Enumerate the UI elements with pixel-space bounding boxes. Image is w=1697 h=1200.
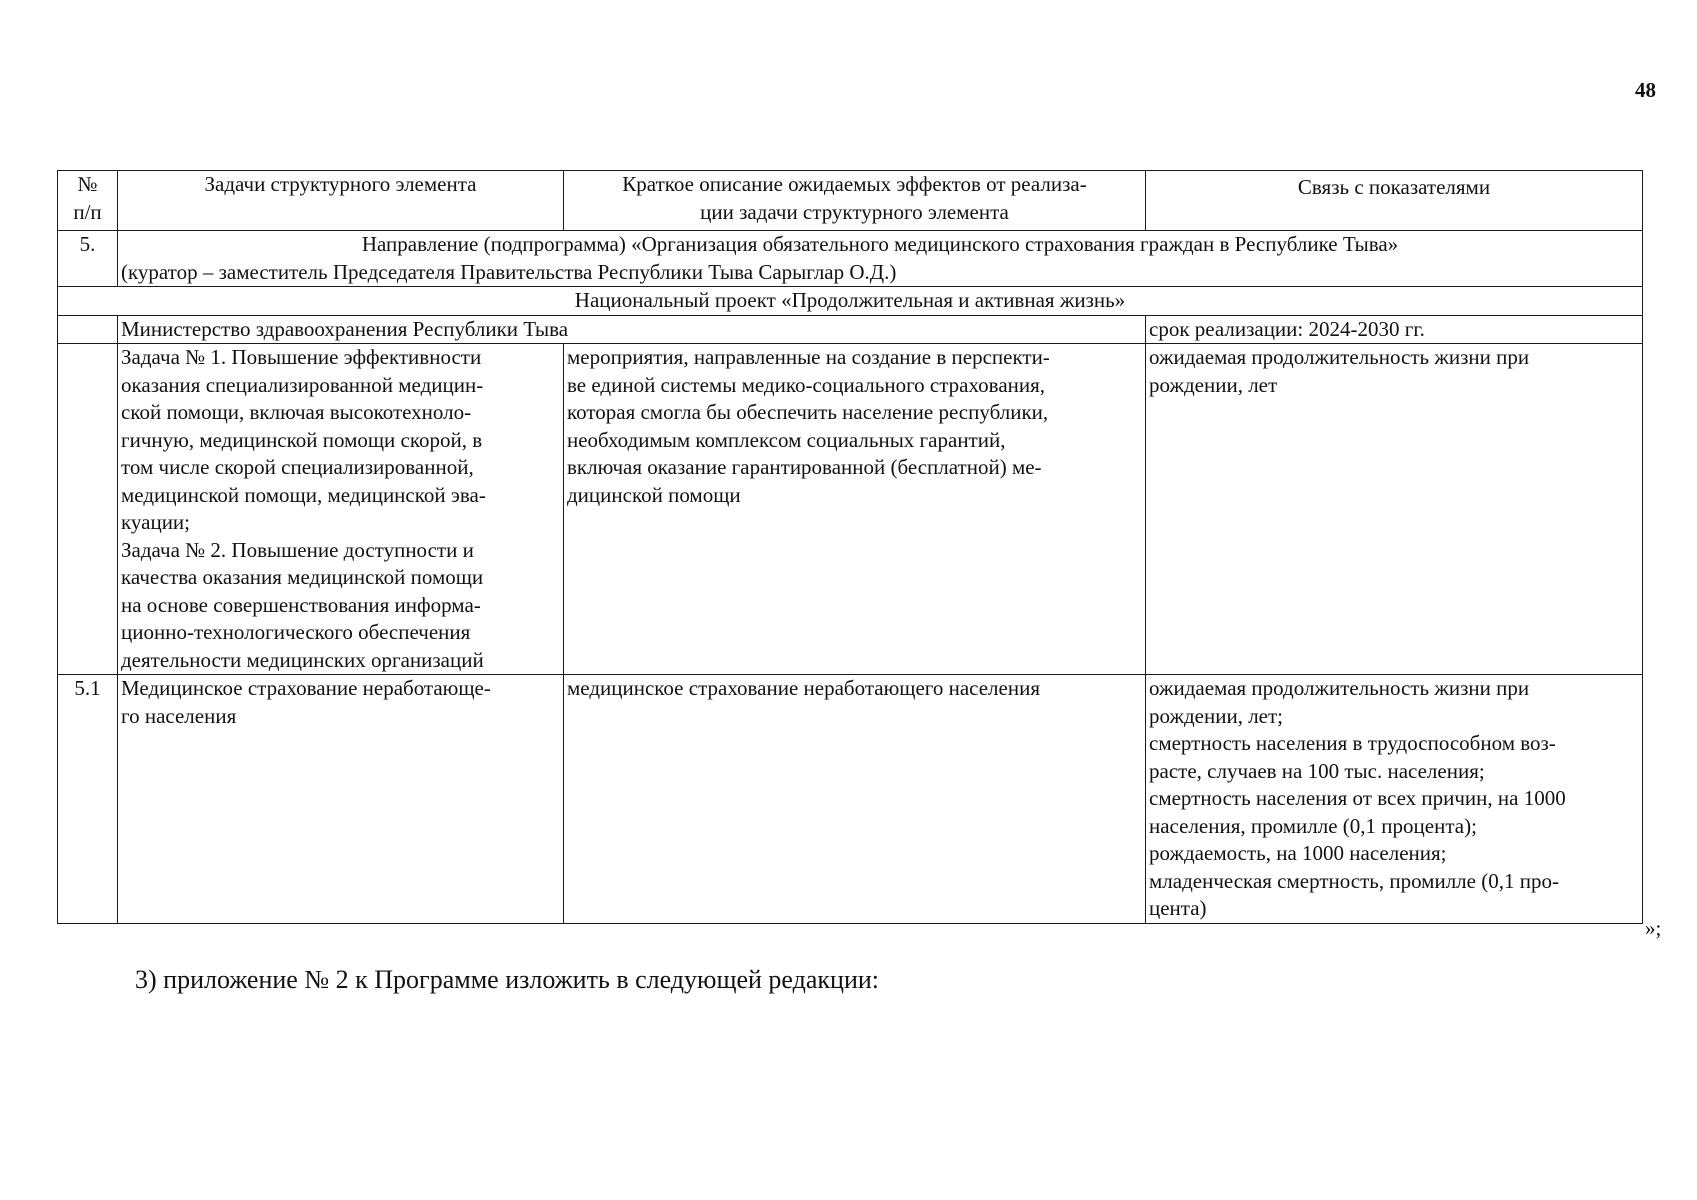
ministry-name: Министерство здравоохранения Республики Тыва (118, 315, 1146, 344)
section-cell (118, 231, 1643, 287)
row-indicators: ожидаемая продолжительность жизни при рождении, лет; смертность населения в трудоспособном воз- расте, случаев на 100 тыс. населения; смертность населения от всех причин, на 1000 населения, промилле (0,1 процента); рождаемость, на 1000 населения; младенческая смертность, промилле (0,1 про- цента) (1146, 675, 1643, 924)
ministry-term: срок реализации: 2024-2030 гг. (1146, 315, 1643, 344)
row-tasks: Медицинское страхование неработающе- го населения (118, 675, 564, 924)
section-curator: (куратор – заместитель Председателя Правительства Республики Тыва Сарыглар О.Д.) (121, 259, 897, 284)
row-num: 5.1 (58, 675, 118, 924)
row-indicators: ожидаемая продолжительность жизни при рождении, лет (1146, 344, 1643, 675)
closing-quote-mark: »; (1645, 916, 1662, 940)
header-indicators: Связь с показателями (1146, 171, 1643, 231)
row-num (58, 344, 118, 675)
national-project: Национальный проект «Продолжительная и активная жизнь» (58, 287, 1643, 316)
instruction-text: 3) приложение № 2 к Программе изложить в следующей редакции: (135, 965, 879, 994)
row-tasks: Задача № 1. Повышение эффективности оказания специализированной медицин- ской помощи, включая высокотехноло- гичную, медицинской помощи скорой, в том числе скорой специализированной, медицинской помощи, медицинской эва- куации; Задача № 2. Повышение доступности и качества оказания медицинской помощи на основе совершенствования информа- ционно-технологического обеспечения деятельности медицинских организаций (118, 344, 564, 675)
ministry-row (58, 315, 1643, 344)
table-row (58, 344, 1643, 675)
section-num: 5. (58, 231, 118, 287)
table-header-row (58, 171, 1643, 231)
table-row (58, 675, 1643, 924)
header-tasks: Задачи структурного элемента (118, 171, 564, 231)
national-project-row (58, 287, 1643, 316)
page-number: 48 (1635, 78, 1656, 102)
row-effects: мероприятия, направленные на создание в перспекти- ве единой системы медико-социального страхования, которая смогла бы обеспечить население республики, необходимым комплексом социальных гарантий, включая оказание гарантированной (бесплатной) ме- дицинской помощи (564, 344, 1146, 675)
ministry-empty-cell (58, 315, 118, 344)
section-title: Направление (подпрограмма) «Организация обязательного медицинского страхования граждан в Республике Тыва» (361, 232, 1399, 256)
program-table (57, 170, 1643, 924)
section-row (58, 231, 1643, 287)
header-effects: Краткое описание ожидаемых эффектов от реализа- ции задачи структурного элемента (564, 171, 1146, 231)
row-effects: медицинское страхование неработающего населения (564, 675, 1146, 924)
header-num: № п/п (58, 171, 118, 231)
